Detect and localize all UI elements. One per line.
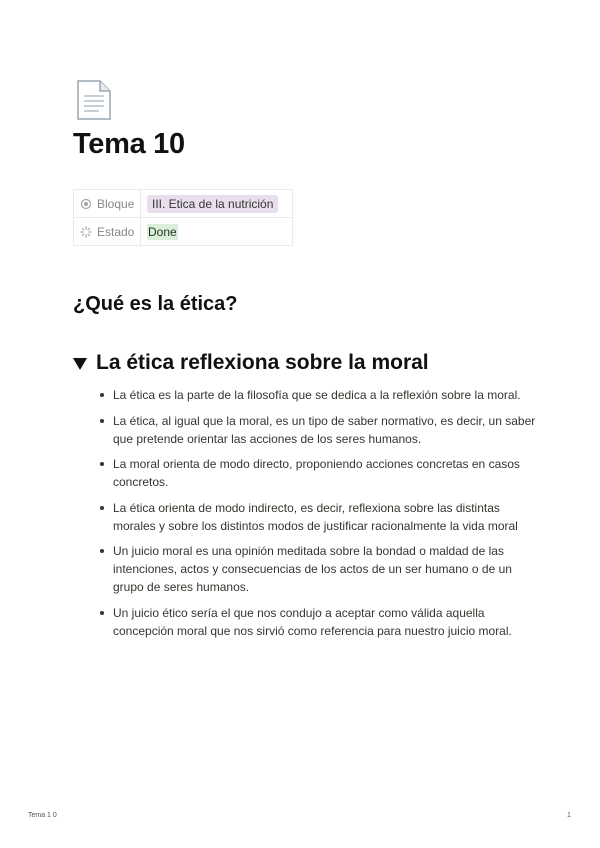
properties-table [73, 189, 293, 246]
section-heading: ¿Qué es la ética? [73, 293, 238, 315]
property-row-estado [74, 218, 293, 246]
page-document-icon [75, 80, 113, 120]
list-item: Un juicio moral es una opinión meditada sobre la bondad o maldad de las intenciones, actos y consecuencias de los actos de un ser humano o de un grupo de seres humanos. [96, 542, 536, 596]
status-spinner-icon [80, 226, 92, 238]
bloque-tag[interactable]: III. Etica de la nutrición [147, 195, 278, 213]
list-item: La ética es la parte de la filosofía que se dedica a la reflexión sobre la moral. [96, 386, 536, 404]
list-item: La ética, al igual que la moral, es un tipo de saber normativo, es decir, un saber que pretende orientar las acciones de los seres humanos. [96, 412, 536, 448]
page-title: Tema 10 [73, 128, 185, 160]
list-item: Un juicio ético sería el que nos condujo a aceptar como válida aquella concepción moral que nos sirvió como referencia para nuestro juicio moral. [96, 604, 536, 640]
property-label: Estado [97, 224, 135, 239]
list-item: La moral orienta de modo directo, proponiendo acciones concretas en casos concretos. [96, 455, 536, 491]
select-circle-icon [80, 198, 92, 210]
property-row-bloque [74, 190, 293, 218]
list-item: La ética orienta de modo indirecto, es decir, reflexiona sobre las distintas morales y sobre los distintos modos de justificar racionalmente la vida moral [96, 499, 536, 535]
footer-page-title: Tema 1 0 [28, 812, 57, 819]
bullet-list [96, 386, 536, 647]
toggle-triangle-icon[interactable] [73, 358, 87, 370]
property-label: Bloque [97, 196, 135, 211]
status-tag[interactable]: Done [148, 224, 177, 239]
toggle-heading[interactable] [73, 351, 429, 375]
footer-page-number: 1 [567, 812, 571, 819]
property-value-cell[interactable] [141, 190, 293, 218]
property-value-cell[interactable] [141, 218, 293, 246]
property-name-cell [74, 218, 141, 246]
toggle-heading-text: La ética reflexiona sobre la moral [96, 351, 429, 374]
property-name-cell [74, 190, 141, 218]
